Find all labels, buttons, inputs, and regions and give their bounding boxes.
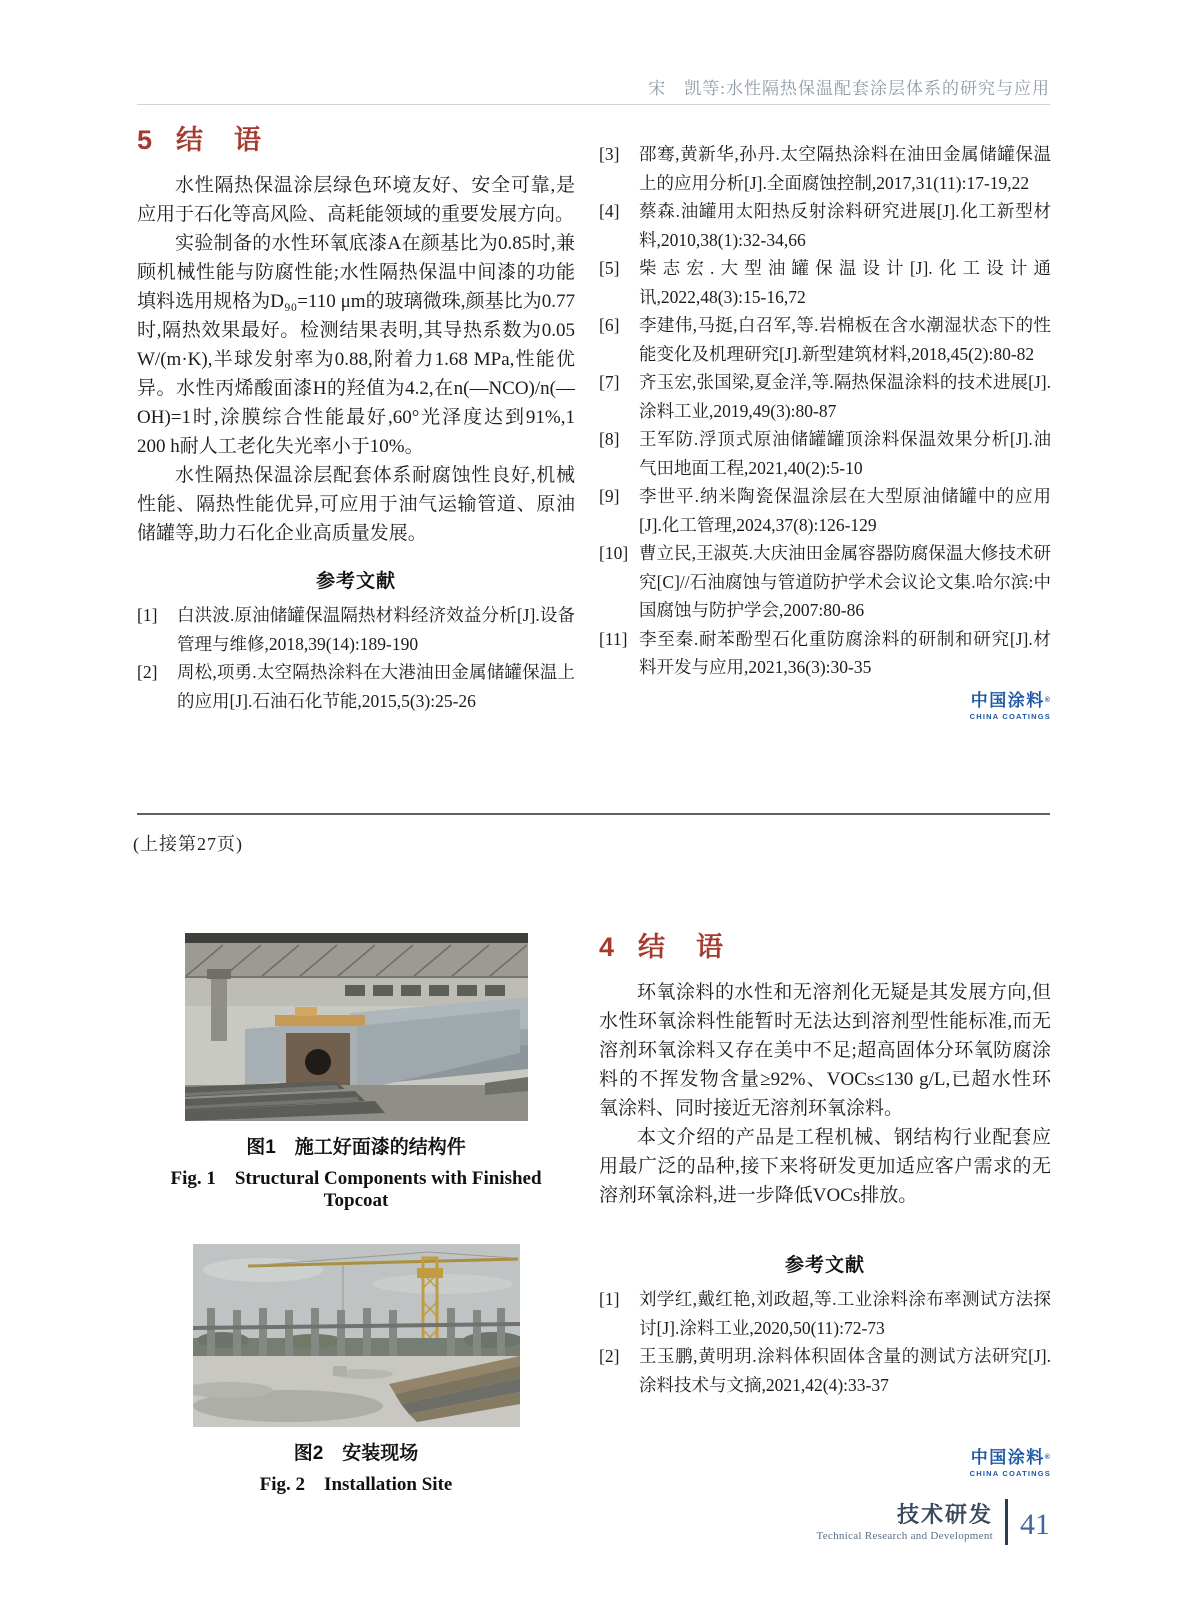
reference-number: [6] [599,315,620,335]
reference-text: 刘学红,戴红艳,刘政超,等.工业涂料涂布率测试方法探讨[J].涂料工业,2020,50(11):72-73 [639,1289,1051,1338]
figure2-caption [137,1438,575,1496]
reference-text: 柴志宏.大型油罐保温设计[J].化工设计通讯,2022,48(3):15-16,72 [639,258,1051,307]
reference-item [599,254,1051,311]
reference-number: [8] [599,429,620,449]
figure2-caption-en: Fig. 2 Installation Site [259,1474,453,1495]
footer-section [817,1503,994,1542]
reference-item [137,658,575,715]
reference-number: [3] [599,144,620,164]
paragraph: 实验制备的水性环氧底漆A在颜基比为0.85时,兼顾机械性能与防腐性能;水性隔热保温中间漆的功能填料选用规格为D₉₀=110 μm的玻璃微珠,颜基比为0.77时,隔热效果最好。检测结果表明,其导热系数为0.05 W/(m·K),半球发射率为0.88,附着力1.68 MPa,性能优异。水性丙烯酸面漆H的羟值为4.2,在n(—NCO)/n(—OH)=1时,涂膜综合性能最好,60°光泽度达到91%,1 200 h耐人工老化失光率小于10%。 [137,233,575,457]
reference-item [599,311,1051,368]
figure2-illustration [193,1244,520,1427]
reference-item [599,539,1051,625]
figures-column [137,933,575,1496]
reference-number: [10] [599,543,629,563]
reference-text: 王玉鹏,黄明玥.涂料体积固体含量的测试方法研究[J].涂料技术与文摘,2021,42(4):33-37 [639,1346,1051,1395]
reference-item [599,425,1051,482]
paragraph: 本文介绍的产品是工程机械、钢结构行业配套应用最广泛的品种,接下来将研发更加适应客户需求的无溶剂环氧涂料,进一步降低VOCs排放。 [599,1127,1051,1206]
reference-text: 李建伟,马挺,白召军,等.岩棉板在含水潮湿状态下的性能变化及机理研究[J].新型建筑材料,2018,45(2):80-82 [639,315,1051,364]
registered-mark: ® [1044,696,1050,704]
running-head: 宋 凯等:水性隔热保温配套涂层体系的研究与应用 [648,79,1050,98]
figure-1 [137,933,575,1212]
logo-cn-label: 中国涂料 [970,1448,1045,1467]
section5-number: 5 [137,125,155,155]
page-footer [137,1496,1050,1548]
reference-number: [5] [599,258,620,278]
reference-number: [11] [599,628,628,649]
reference-number: [1] [137,605,158,625]
references-column [599,140,1051,721]
reference-number: [2] [137,662,158,682]
reference-text: 蔡森.油罐用太阳热反射涂料研究进展[J].化工新型材料,2010,38(1):32-34,66 [639,201,1051,250]
section4-heading [599,925,1051,964]
references-title: 参考文献 [315,571,396,592]
reference-item [599,1342,1051,1399]
section5-title: 结 语 [176,125,264,155]
section4-column [599,925,1051,1478]
reference-item [599,140,1051,197]
figure-2 [137,1244,575,1496]
figure1-photo [185,933,528,1121]
references-title: 参考文献 [784,1255,865,1276]
figure2-caption-cn: 图2 安装现场 [293,1443,419,1464]
page-number: 41 [1020,1508,1050,1541]
logo-container [599,692,1051,721]
footer-section-cn: 技术研发 [896,1501,993,1527]
figure1-illustration [185,933,528,1121]
logo-cn-text [970,1449,1051,1467]
reference-item [599,368,1051,425]
reference-number: [1] [599,1289,620,1309]
footer-divider-bar [1005,1499,1008,1545]
reference-text: 齐玉宏,张国梁,夏金洋,等.隔热保温涂料的技术进展[J].涂料工业,2019,49(3):80-87 [639,372,1051,421]
reference-text: 李世平.纳米陶瓷保温涂层在大型原油储罐中的应用[J].化工管理,2024,37(8):126-129 [639,486,1051,535]
logo-cn-label: 中国涂料 [970,690,1045,710]
registered-mark: ® [1044,1454,1050,1461]
china-coatings-logo [970,1449,1051,1478]
section5-heading [137,118,575,157]
reference-item [599,197,1051,254]
china-coatings-logo [970,692,1051,721]
figure2-photo [193,1244,520,1427]
logo-container [599,1449,1051,1478]
logo-en-text: CHINA COATINGS [969,1469,1051,1478]
reference-item [599,625,1051,682]
figure1-caption-cn: 图1 施工好面漆的结构件 [246,1137,466,1158]
reference-item [599,482,1051,539]
reference-number: [7] [599,372,620,392]
section-divider [137,813,1050,815]
reference-text: 周松,项勇.太空隔热涂料在大港油田金属储罐保温上的应用[J].石油石化节能,2015,5(3):25-26 [177,662,575,711]
continuation-note: (上接第27页) [133,834,243,854]
reference-text: 邵骞,黄新华,孙丹.太空隔热涂料在油田金属储罐保温上的应用分析[J].全面腐蚀控制,2017,31(11):17-19,22 [639,144,1051,193]
logo-en-text: CHINA COATINGS [969,711,1051,721]
reference-number: [9] [599,486,620,506]
reference-number: [2] [599,1346,620,1366]
reference-text: 曹立民,王淑英.大庆油田金属容器防腐保温大修技术研究[C]//石油腐蚀与管道防护学术会议论文集.哈尔滨:中国腐蚀与防护学会,2007:80-86 [639,543,1051,620]
reference-item [137,601,575,658]
reference-number: [4] [599,201,620,221]
reference-item [599,1285,1051,1342]
reference-text: 白洪波.原油储罐保温隔热材料经济效益分析[J].设备管理与维修,2018,39(14):189-190 [177,605,575,654]
section4-title: 结 语 [638,932,726,962]
paragraph: 水性隔热保温涂层绿色环境友好、安全可靠,是应用于石化等高风险、高耗能领域的重要发展方向。 [137,175,575,225]
reference-text: 王军防.浮顶式原油储罐罐顶涂料保温效果分析[J].油气田地面工程,2021,40(2):5-10 [639,429,1051,478]
section5-column [137,118,575,715]
footer-section-en: Technical Research and Development [816,1529,993,1542]
paragraph: 水性隔热保温涂层配套体系耐腐蚀性良好,机械性能、隔热性能优异,可应用于油气运输管道、原油储罐等,助力石化企业高质量发展。 [137,465,575,544]
figure1-caption-en: Fig. 1 Structural Components with Finished Topcoat [170,1168,542,1211]
logo-cn-text [970,692,1051,710]
header-rule [137,104,1050,105]
figure1-caption [137,1132,575,1212]
section4-number: 4 [599,932,617,962]
paragraph: 环氧涂料的水性和无溶剂化无疑是其发展方向,但水性环氧涂料性能暂时无法达到溶剂型性能标准,而无溶剂环氧涂料又存在美中不足;超高固体分环氧防腐涂料的不挥发物含量≥92%、VOCs≤130 g/L,已超水性环氧涂料、同时接近无溶剂环氧涂料。 [599,982,1051,1119]
reference-text: 李至秦.耐苯酚型石化重防腐涂料的研制和研究[J].材料开发与应用,2021,36(3):30-35 [639,628,1051,677]
